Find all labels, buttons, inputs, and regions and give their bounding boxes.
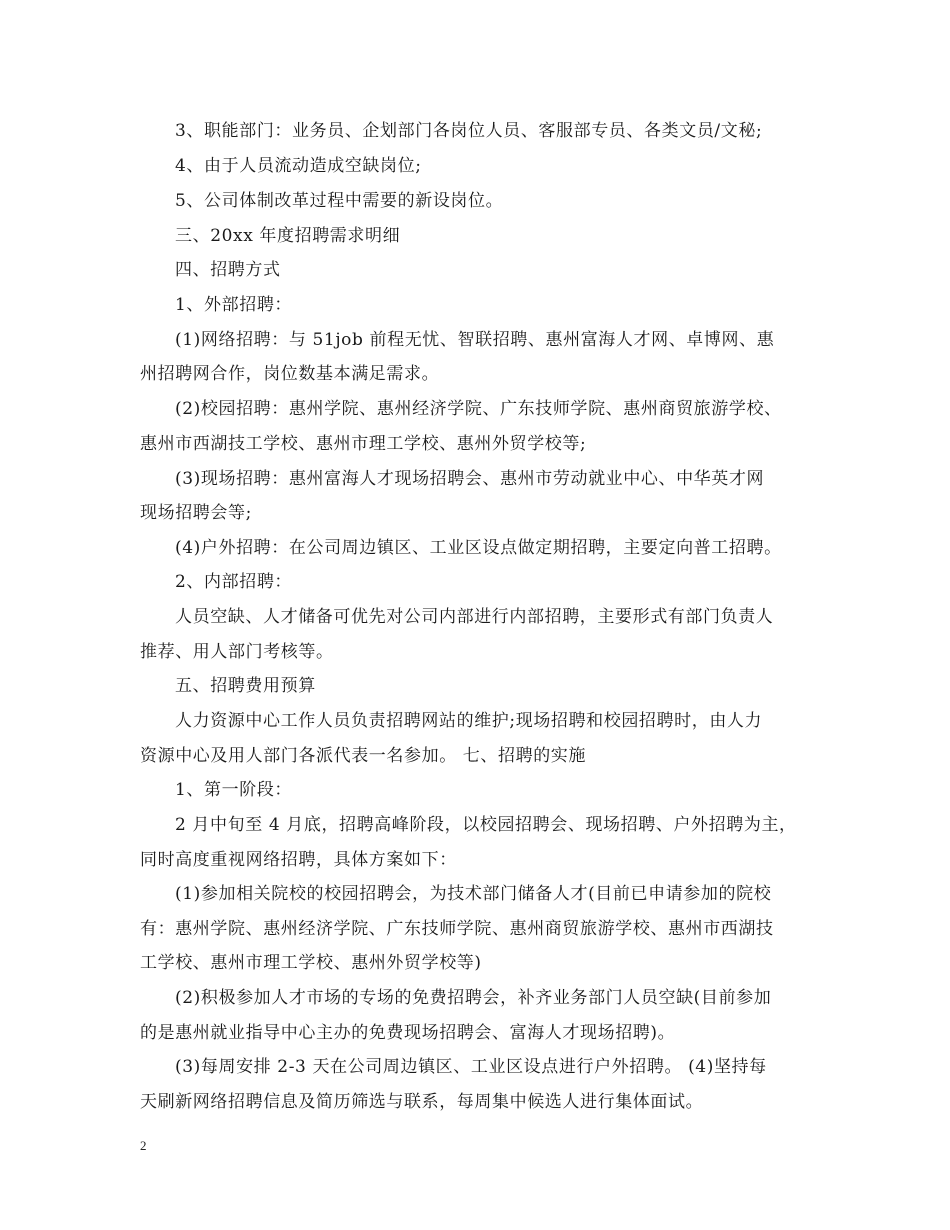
subsection-heading: 2、内部招聘： <box>175 572 293 592</box>
text-line: (3)每周安排 2-3 天在公司周边镇区、工业区设点进行户外招聘。 (4)坚持每 <box>175 1057 767 1077</box>
page-number: 2 <box>140 1138 147 1153</box>
subsection-heading: 1、外部招聘： <box>175 295 293 315</box>
text-line: 4、由于人员流动造成空缺岗位; <box>175 156 422 176</box>
text-line: 现场招聘会等; <box>140 503 252 523</box>
text-line: (1)网络招聘：与 51job 前程无忧、智联招聘、惠州富海人才网、卓博网、惠 <box>175 330 775 350</box>
text-line: 州招聘网合作，岗位数基本满足需求。 <box>140 364 440 384</box>
section-heading: 四、招聘方式 <box>175 260 281 280</box>
text-line: 惠州市西湖技工学校、惠州市理工学校、惠州外贸学校等; <box>140 434 587 454</box>
text-line: (4)户外招聘：在公司周边镇区、工业区设点做定期招聘，主要定向普工招聘。 <box>175 538 782 558</box>
text-line: 有：惠州学院、惠州经济学院、广东技师学院、惠州商贸旅游学校、惠州市西湖技 <box>140 919 774 939</box>
text-line: 3、职能部门：业务员、企划部门各岗位人员、客服部专员、各类文员/文秘; <box>175 121 763 141</box>
text-line: 天刷新网络招聘信息及简历筛选与联系，每周集中候选人进行集体面试。 <box>140 1092 704 1112</box>
text-line: 人员空缺、人才储备可优先对公司内部进行内部招聘，主要形式有部门负责人 <box>175 607 774 627</box>
text-line: 的是惠州就业指导中心主办的免费现场招聘会、富海人才现场招聘)。 <box>140 1023 676 1043</box>
text-line: (1)参加相关院校的校园招聘会，为技术部门储备人才(目前已申请参加的院校 <box>175 884 772 904</box>
subsection-heading: 1、第一阶段： <box>175 780 293 800</box>
text-line: (3)现场招聘：惠州富海人才现场招聘会、惠州市劳动就业中心、中华英才网 <box>175 469 765 489</box>
text-line: 工学校、惠州市理工学校、惠州外贸学校等) <box>140 953 482 973</box>
section-heading: 五、招聘费用预算 <box>175 676 316 696</box>
text-line: (2)校园招聘：惠州学院、惠州经济学院、广东技师学院、惠州商贸旅游学校、 <box>175 399 782 419</box>
section-heading: 三、20xx 年度招聘需求明细 <box>175 226 401 246</box>
text-line: (2)积极参加人才市场的专场的免费招聘会，补齐业务部门人员空缺(目前参加 <box>175 988 772 1008</box>
text-line: 人力资源中心工作人员负责招聘网站的维护;现场招聘和校园招聘时，由人力 <box>175 711 763 731</box>
text-line: 推荐、用人部门考核等。 <box>140 642 334 662</box>
text-line: 2 月中旬至 4 月底，招聘高峰阶段，以校园招聘会、现场招聘、户外招聘为主， <box>175 815 797 835</box>
text-line: 资源中心及用人部门各派代表一名参加。 七、招聘的实施 <box>140 746 587 766</box>
text-line: 同时高度重视网络招聘，具体方案如下： <box>140 850 457 870</box>
text-line: 5、公司体制改革过程中需要的新设岗位。 <box>175 191 504 211</box>
